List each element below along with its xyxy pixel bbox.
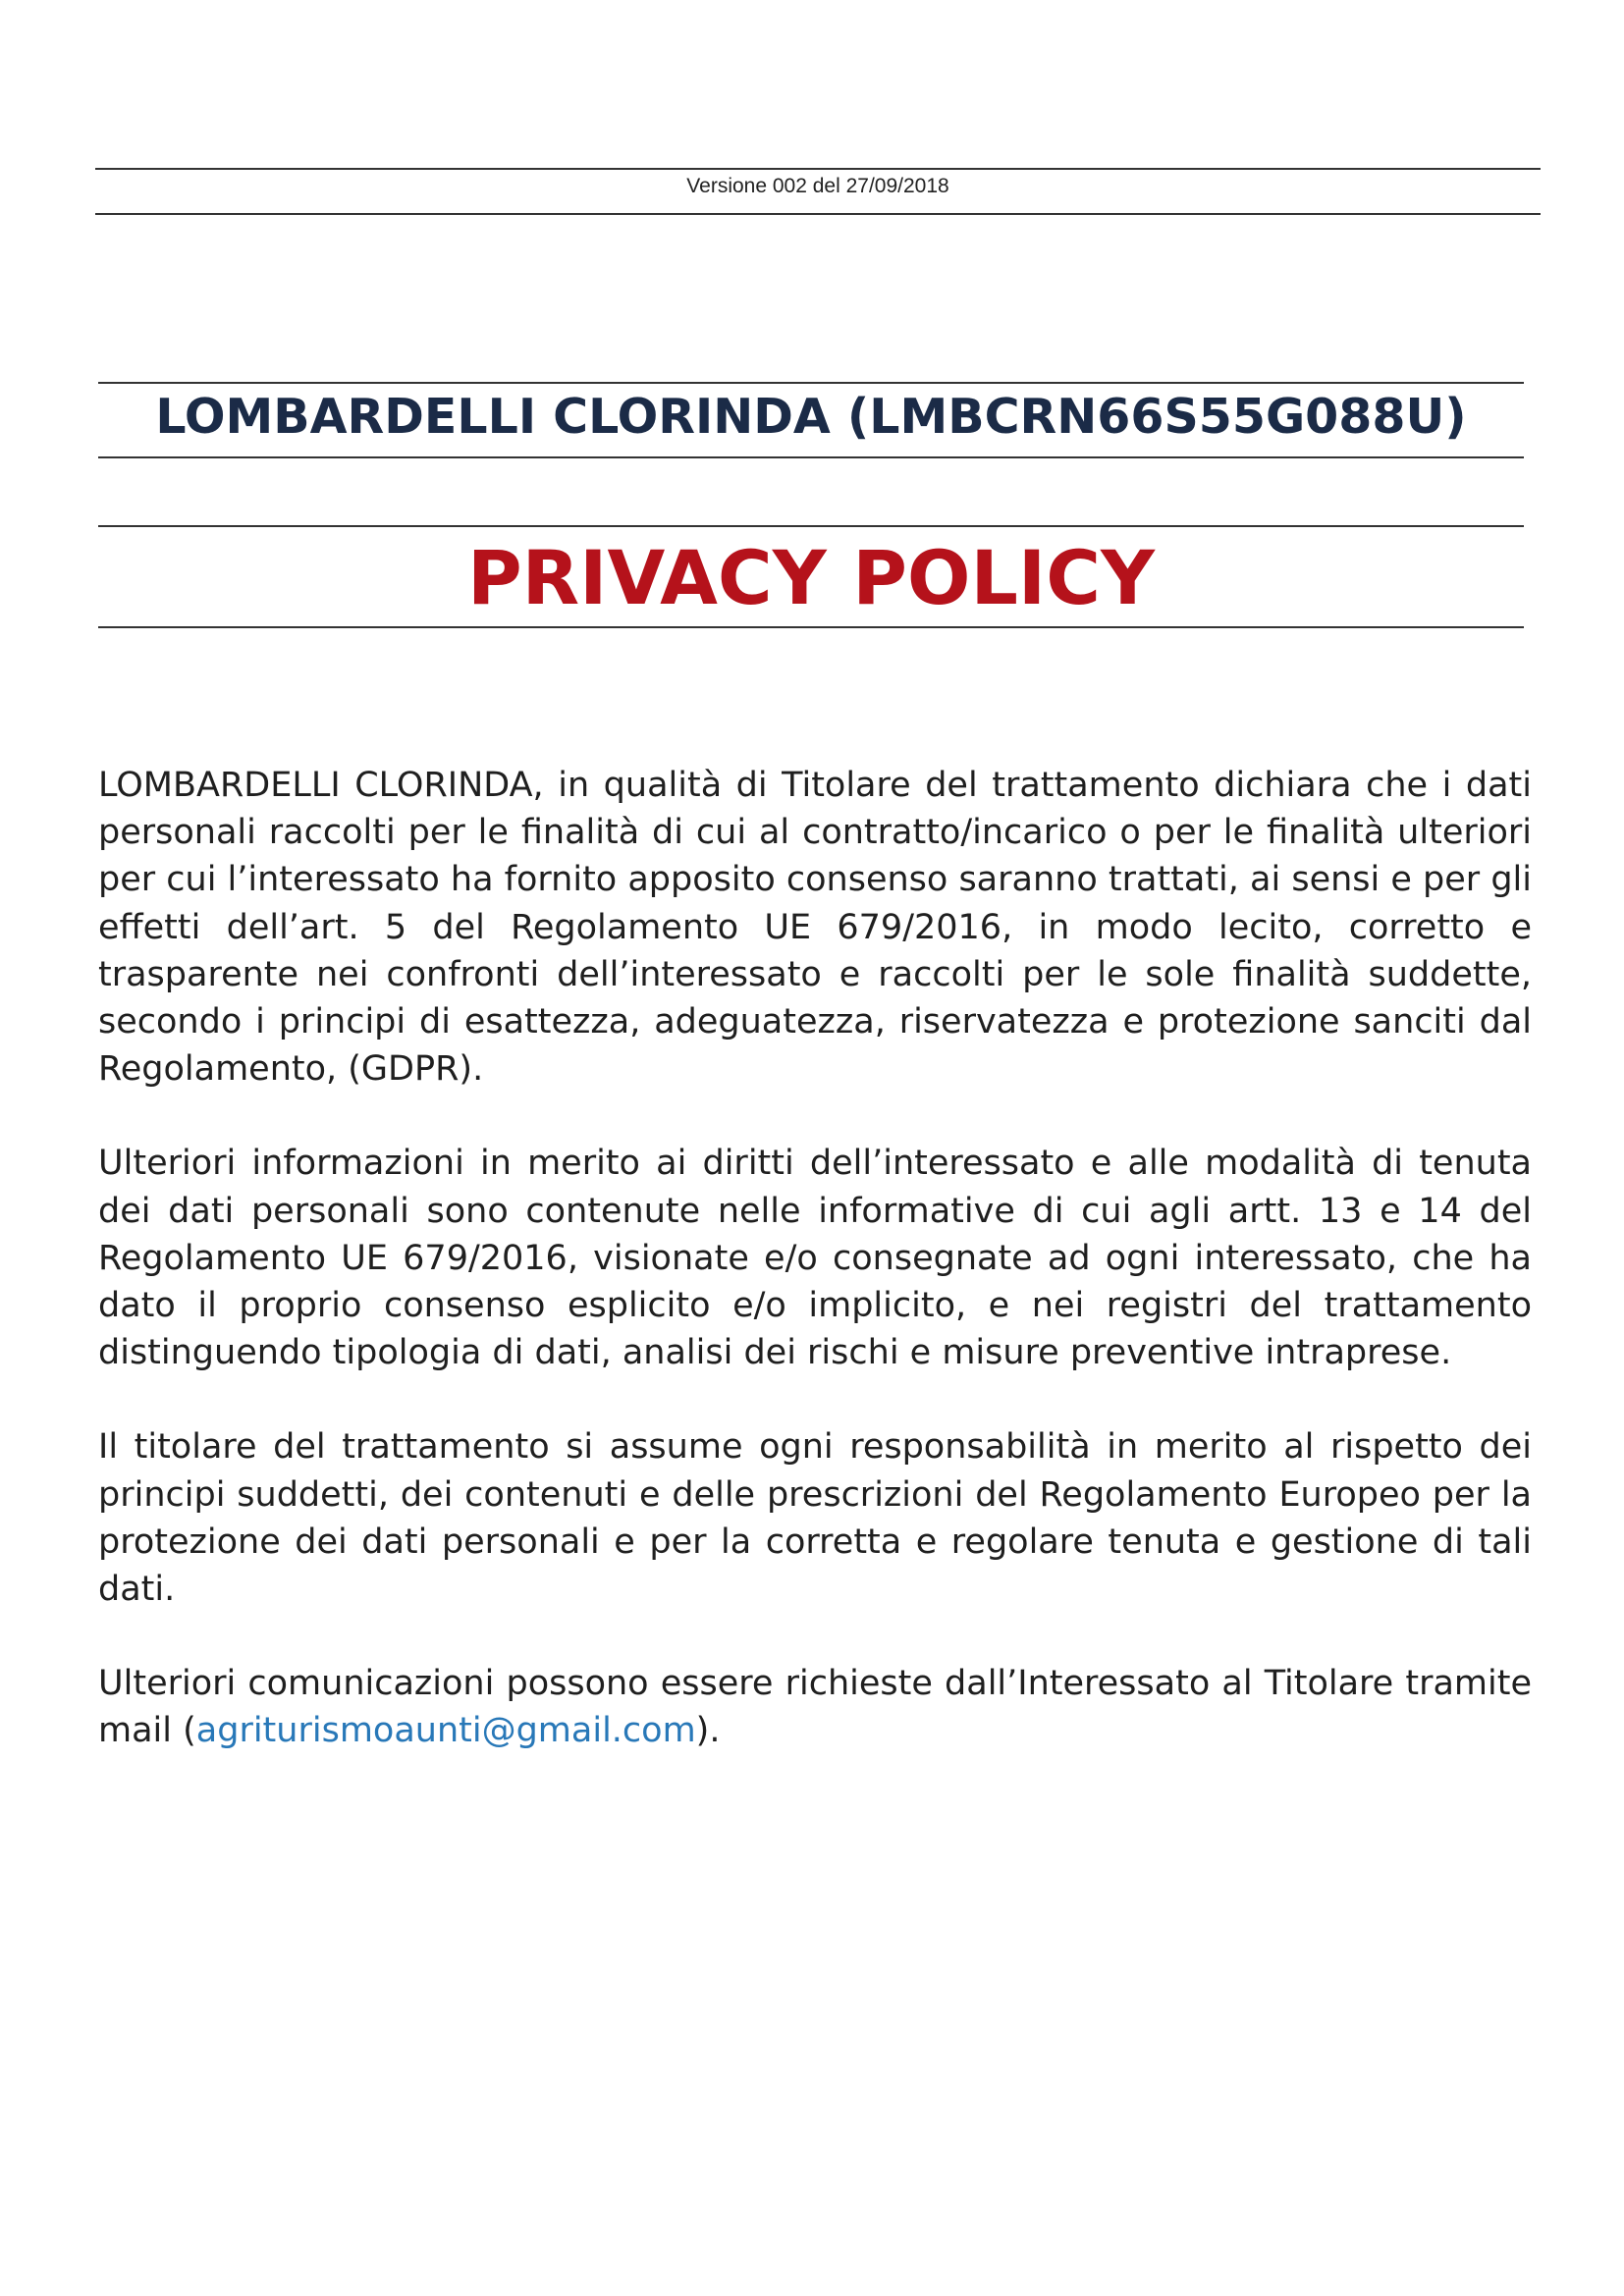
company-bottom-rule [98, 456, 1524, 458]
contact-prefix: Ulteriori comunicazioni possono essere richieste dall’Interessato al Titolare tramite mail ( [98, 1664, 1532, 1751]
page-title: PRIVACY POLICY [466, 534, 1156, 621]
policy-paragraph-3: Il titolare del trattamento si assume ogni responsabilità in merito al rispetto dei principi suddetti, dei contenuti e delle prescrizioni del Regolamento Europeo per la protezione dei dati personali e per la corretta e regolare tenuta e gestione di tali dati. [98, 1427, 1532, 1610]
contact-paragraph [98, 1660, 1532, 1754]
contact-email-link[interactable]: agriturismoaunti@gmail.com [195, 1711, 696, 1751]
company-top-rule [98, 382, 1524, 384]
policy-paragraph-2: Ulteriori informazioni in merito ai diritti dell’interessato e alle modalità di tenuta dei dati personali sono contenute nelle informative di cui agli artt. 13 e 14 del Regolamento UE 679/2016, visionate e/o consegnate ad ogni interessato, che ha dato il proprio consenso esplicito e/o implicito, e nei registri del trattamento distinguendo tipologia di dati, analisi dei rischi e misure preventive intraprese. [98, 1144, 1532, 1373]
header-bottom-rule [95, 213, 1541, 215]
title-top-rule [98, 525, 1524, 527]
header-top-rule [95, 168, 1541, 170]
title-bottom-rule [98, 626, 1524, 628]
policy-paragraph-1: LOMBARDELLI CLORINDA, in qualità di Titolare del trattamento dichiara che i dati personali raccolti per le finalità di cui al contratto/incarico o per le finalità ulteriori per cui l’interessato ha fornito apposito consenso saranno trattati, ai sensi e per gli effetti dell’art. 5 del Regolamento UE 679/2016, in modo lecito, corretto e trasparente nei confronti dell’interessato e raccolti per le sole finalità suddette, secondo i principi di esattezza, adeguatezza, riservatezza e protezione sanciti dal Regolamento, (GDPR). [98, 766, 1532, 1090]
contact-suffix: ). [695, 1711, 721, 1751]
company-name: LOMBARDELLI CLORINDA (LMBCRN66S55G088U) [155, 389, 1467, 445]
policy-body [98, 762, 1532, 1802]
version-label: Versione 002 del 27/09/2018 [686, 175, 949, 197]
